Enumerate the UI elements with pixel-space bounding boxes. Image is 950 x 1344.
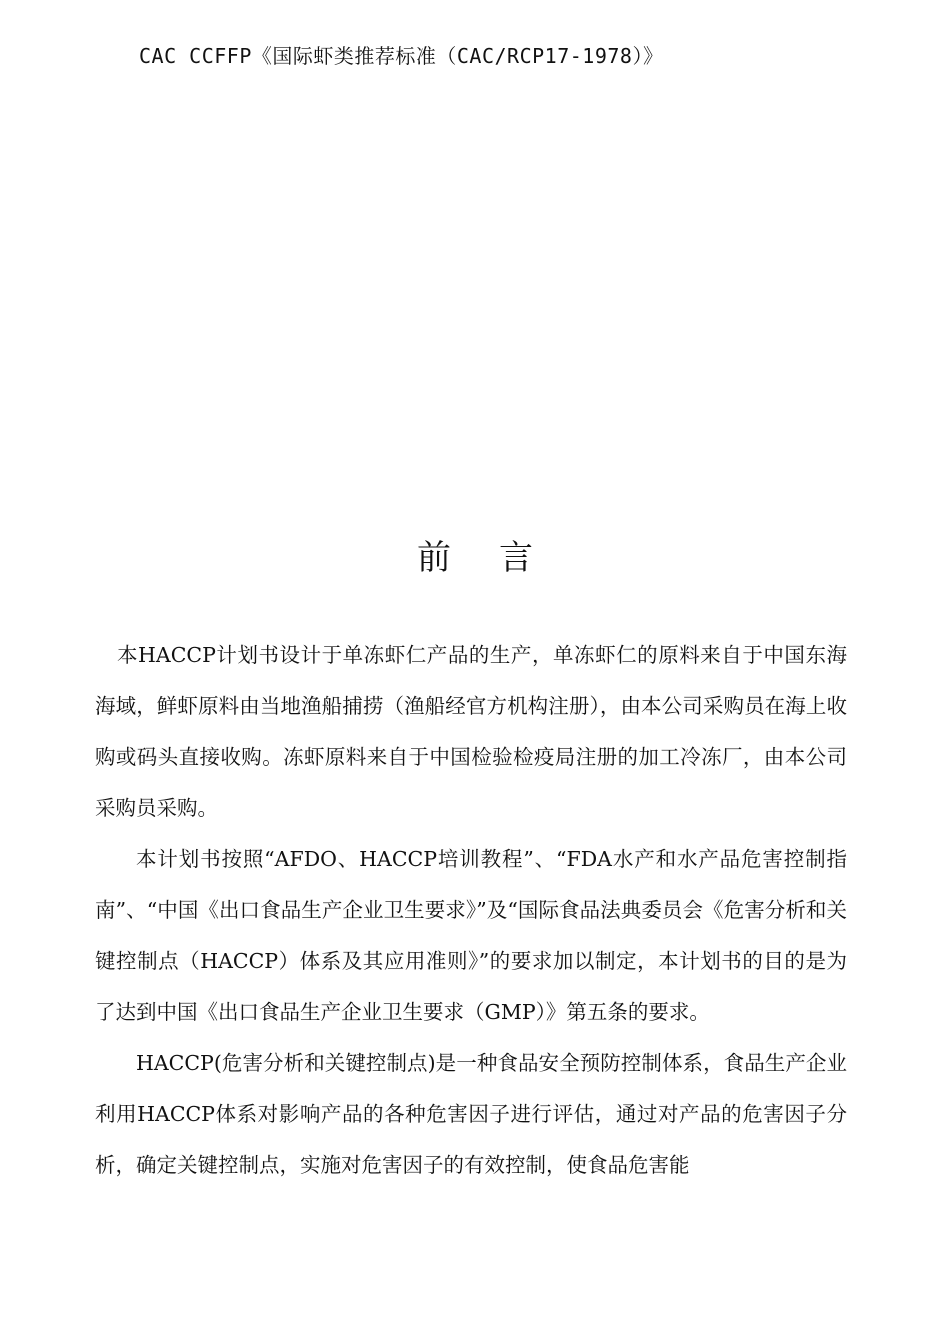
page-title: 前言 xyxy=(417,538,581,578)
reference-standard-line: CAC CCFFP《国际虾类推荐标准（CAC/RCP17-1978）》 xyxy=(139,44,664,68)
paragraph-basis: 本计划书按照“AFDO、HACCP培训教程”、“FDA水产和水产品危害控制指南”、“中国《出口食品生产企业卫生要求》”及“国际食品法典委员会《危害分析和关键控制点（HACCP）体系及其应用准则》”的要求加以制定，本计划书的目的是为了达到中国《出口食品生产企业卫生要求（GMP）》第五条的要求。 xyxy=(95,847,847,1024)
paragraph-haccp-definition: HACCP(危害分析和关键控制点)是一种食品安全预防控制体系，食品生产企业利用HACCP体系对影响产品的各种危害因子进行评估，通过对产品的危害因子分析，确定关键控制点，实施对危害因子的有效控制，使食品危害能 xyxy=(95,1051,847,1177)
paragraph-intro: 本HACCP计划书设计于单冻虾仁产品的生产，单冻虾仁的原料来自于中国东海海域，鲜虾原料由当地渔船捕捞（渔船经官方机构注册），由本公司采购员在海上收购或码头直接收购。冻虾原料来自于中国检验检疫局注册的加工冷冻厂，由本公司采购员采购。 xyxy=(95,643,847,820)
body-text xyxy=(95,630,847,1191)
